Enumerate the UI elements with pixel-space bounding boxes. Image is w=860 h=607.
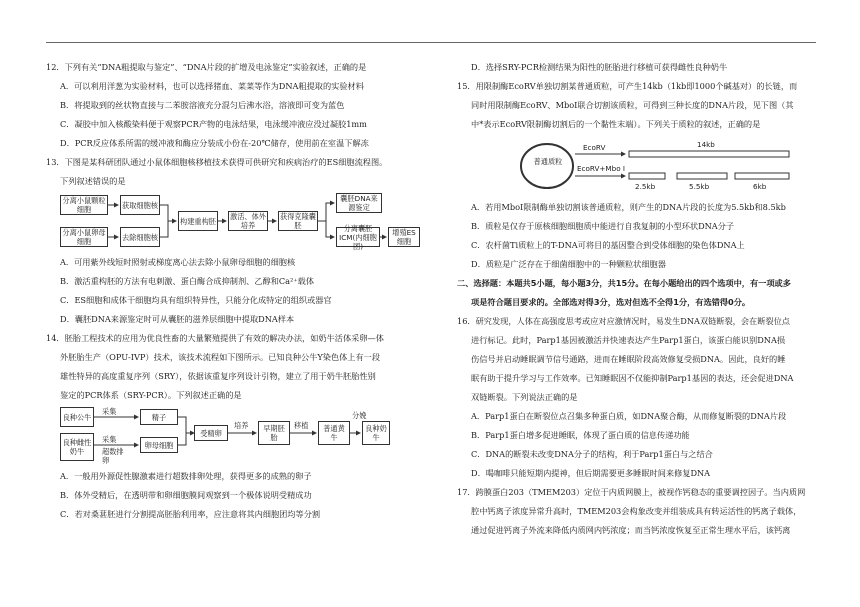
q14-option-a: A．一般用外源促性腺激素进行超数排卵处理，获得更多的成熟的卵子 bbox=[60, 471, 312, 481]
q13-box-oocyte: 分离小鼠卵母细胞 bbox=[60, 227, 108, 247]
q14-option-c: C．若对桑葚胚进行分割提高胚胎利用率，应注意将其内细胞团均等分割 bbox=[60, 509, 321, 519]
q16-option-c: C．DNA的断裂未改变DNA分子的结构，利于Parp1蛋白与之结合 bbox=[471, 449, 713, 459]
q14-label-birth: 分娩 bbox=[352, 411, 367, 420]
q13-box-icm: 分离囊胚ICM(内细胞团) bbox=[336, 227, 380, 247]
q17-stem-line3: 通过促进钙离子外流来降低内质网内钙浓度；而当钙浓度恢复至正常生理水平后，该钙离 bbox=[471, 525, 791, 535]
q16-stem-line4: 眠有助于提升学习与工作效率。已知睡眠因不仅能抑制Parp1基因的表达，还会促进DNA bbox=[471, 373, 794, 383]
q14-label-culture: 培养 bbox=[234, 421, 249, 430]
q13-box-blastocyst: 获得克隆囊胚 bbox=[278, 211, 318, 231]
q13-stem-line1: 13．下图是某科研团队通过小鼠体细胞核移植技术获得可供研究和疾病治疗的ES细胞流程图。 bbox=[46, 157, 388, 167]
q14-box-cow: 良种雌性奶牛 bbox=[60, 433, 94, 461]
q15-enzyme2-label: EcoRV+Mbo I bbox=[577, 164, 625, 173]
q15-plasmid-label: 普通质粒 bbox=[533, 157, 563, 166]
q14-label-collect2: 采集 bbox=[102, 435, 117, 444]
q15-option-b: B．质粒是仅存于原核细胞细胞质中能进行自我复制的小型环状DNA分子 bbox=[471, 221, 735, 231]
q13-option-d: D．囊胚DNA来源鉴定时可从囊胚的滋养层细胞中提取DNA样本 bbox=[60, 314, 295, 324]
q14-label-transfer: 移植 bbox=[294, 421, 309, 430]
q16-stem-line2: 进行标记。此时，Parp1基因被激活并快速表达产生Parp1蛋白，该蛋白能识别DNA损 bbox=[471, 335, 786, 345]
q14-box-zygote: 受精卵 bbox=[194, 425, 228, 441]
left-column bbox=[46, 58, 431, 524]
q15-stem-line1: 15．用限制酶EcoRV单独切割某普通质粒，可产生14kb（1kb即1000个碱基对）的长链，而 bbox=[457, 81, 798, 91]
q14-stem-line4: 鉴定的PCR体系（SRY-PCR）。下列叙述正确的是 bbox=[60, 390, 242, 400]
q15-option-c: C．农杆菌Ti质粒上的T-DNA可将目的基因整合到受体细胞的染色体DNA上 bbox=[471, 240, 745, 250]
q12-option-a: A．可以利用洋葱为实验材料，也可以选择猪血、菜菜等作为DNA粗提取的实验材料 bbox=[60, 81, 364, 91]
q14-box-egg: 卵母细胞 bbox=[140, 437, 178, 453]
q14-stem-line2: 外胚胎生产（OPU-IVP）技术，该技术流程如下图所示。已知良种公牛Y染色体上有一段 bbox=[60, 352, 381, 362]
q13-box-dna-source: 囊胚DNA来源鉴定 bbox=[336, 193, 382, 213]
q13-option-b: B．激活重构胚的方法有电刺激、蛋白酶合成抑制剂、乙醇和Ca²⁺载体 bbox=[60, 276, 315, 286]
q14-box-bull: 良种公牛 bbox=[60, 407, 94, 427]
q14-option-b: B．体外受精后，在透明带和卵细胞膜间观察到一个极体说明受精成功 bbox=[60, 490, 312, 500]
q14-box-sperm: 精子 bbox=[140, 409, 178, 425]
q15-digest-diagram bbox=[517, 138, 797, 194]
q14-flowchart bbox=[60, 407, 390, 465]
q16-option-b: B．Parp1蛋白增多促进睡眠，体现了蛋白质的信息传递功能 bbox=[471, 430, 690, 440]
q15-enzyme1-label: EcoRV bbox=[583, 143, 606, 152]
q14-stem-line3: 雄性特异的高度重复序列（SRY），依据该重复序列设计引物，建立了用于奶牛胚胎性别 bbox=[60, 371, 376, 381]
q15-14kb-label: 14kb bbox=[697, 140, 715, 149]
q15-frag1-label: 2.5kb bbox=[635, 182, 656, 191]
q15-frag2-label: 5.5kb bbox=[689, 182, 710, 191]
q14-stem-line1: 14．胚胎工程技术的应用为优良性畜的大量繁殖提供了有效的解决办法，如奶牛活体采卵—体 bbox=[46, 333, 384, 343]
section2-heading-line1: 二、选择题：本题共5小题，每小题3分，共15分。在每小题给出的四个选项中，有一项或多 bbox=[457, 278, 791, 288]
section2-heading-line2: 项是符合题目要求的。全部选对得3分，选对但选不全得1分，有选错得0分。 bbox=[471, 297, 751, 307]
q13-flowchart bbox=[60, 193, 420, 251]
q16-stem-line5: 双链断裂。下列说法正确的是 bbox=[471, 392, 578, 402]
q14-box-calf: 良种奶牛 bbox=[362, 421, 390, 445]
q14-label-superovulation: 超数排卵 bbox=[102, 447, 124, 465]
q13-box-es-cells: 增殖ES细胞 bbox=[388, 227, 420, 247]
q13-option-a: A．可用紫外线短时照射或梯度离心法去除小鼠卵母细胞的细胞核 bbox=[60, 257, 296, 267]
q16-option-d: D．喝咖啡只能短期内提神，但后期需要更多睡眠时间来修复DNA bbox=[471, 468, 711, 478]
q12-stem: 12．下列有关“DNA粗提取与鉴定”、“DNA片段的扩增及电泳鉴定”实验叙述，正确的是 bbox=[46, 62, 367, 72]
q12-option-d: D．PCR反应体系所需的缓冲液和酶应分装成小份在-20℃储存，使用前在室温下解冻 bbox=[60, 138, 369, 148]
q16-option-a: A．Parp1蛋白在断裂位点召集多种蛋白质，如DNA聚合酶，从而修复断裂的DNA片段 bbox=[471, 411, 787, 421]
q13-stem-line2: 下列叙述错误的是 bbox=[60, 176, 126, 186]
q13-box-granulosa: 分离小鼠颗粒细胞 bbox=[60, 195, 108, 215]
q17-stem-line1: 17．跨膜蛋白203（TMEM203）定位于内质网膜上，被视作钙稳态的重要调控因子。当内质网 bbox=[457, 487, 806, 497]
q13-box-reconstruct: 构建重构胚 bbox=[178, 211, 218, 231]
q13-option-c: C．ES细胞和成体干细胞均具有组织特异性，只能分化成特定的组织或器官 bbox=[60, 295, 332, 305]
q15-option-d: D．质粒是广泛存在于细菌细胞中的一种颗粒状细胞器 bbox=[471, 259, 666, 269]
q12-option-b: B．将提取到的丝状物直接与二苯胺溶液充分混匀后沸水浴，溶液即可变为蓝色 bbox=[60, 100, 345, 110]
q12-option-c: C．凝胶中加入核酸染料便于观察PCR产物的电泳结果，电泳缓冲液应没过凝胶1mm bbox=[60, 119, 367, 129]
q15-stem-line2: 同时用限制酶EcoRV、MboI联合切割该质粒，可得到三种长度的DNA片段，见下图（其 bbox=[471, 100, 794, 110]
top-rule bbox=[46, 42, 816, 43]
q15-stem-line3: 中*表示EcoRV限制酶切割后的一个黏性末端）。下列关于质粒的叙述，正确的是 bbox=[471, 119, 761, 129]
q13-box-get-nucleus: 获取细胞核 bbox=[120, 195, 160, 215]
q14-option-d: D．选择SRY-PCR检测结果为阳性的胚胎进行移植可获得雌性良种奶牛 bbox=[471, 62, 728, 72]
q16-stem-line1: 16．研究发现，人体在高强度思考或应对应激情况时，易发生DNA双链断裂，会在断裂位点 bbox=[457, 316, 790, 326]
q14-label-collect1: 采集 bbox=[102, 407, 117, 416]
right-column bbox=[457, 58, 819, 540]
q15-frag3-label: 6kb bbox=[753, 182, 767, 191]
q14-box-early-embryo: 早期胚胎 bbox=[258, 421, 290, 445]
q15-option-a: A．若用MboI限制酶单独切割该普通质粒，则产生的DNA片段的长度为5.5kb和8.5kb bbox=[471, 202, 786, 212]
q13-box-activate: 激活、体外培养 bbox=[228, 211, 268, 231]
q14-box-recipient: 普通黄牛 bbox=[318, 421, 350, 445]
q16-stem-line3: 伤信号并启动睡眠调节信号通路，进而在睡眠阶段高效修复受损DNA。因此，良好的睡 bbox=[471, 354, 786, 364]
q17-stem-line2: 腔中钙离子浓度异常升高时，TMEM203会构象改变并组装成具有转运活性的钙离子载体， bbox=[471, 506, 802, 516]
q13-box-enucleate: 去除细胞核 bbox=[120, 227, 160, 247]
